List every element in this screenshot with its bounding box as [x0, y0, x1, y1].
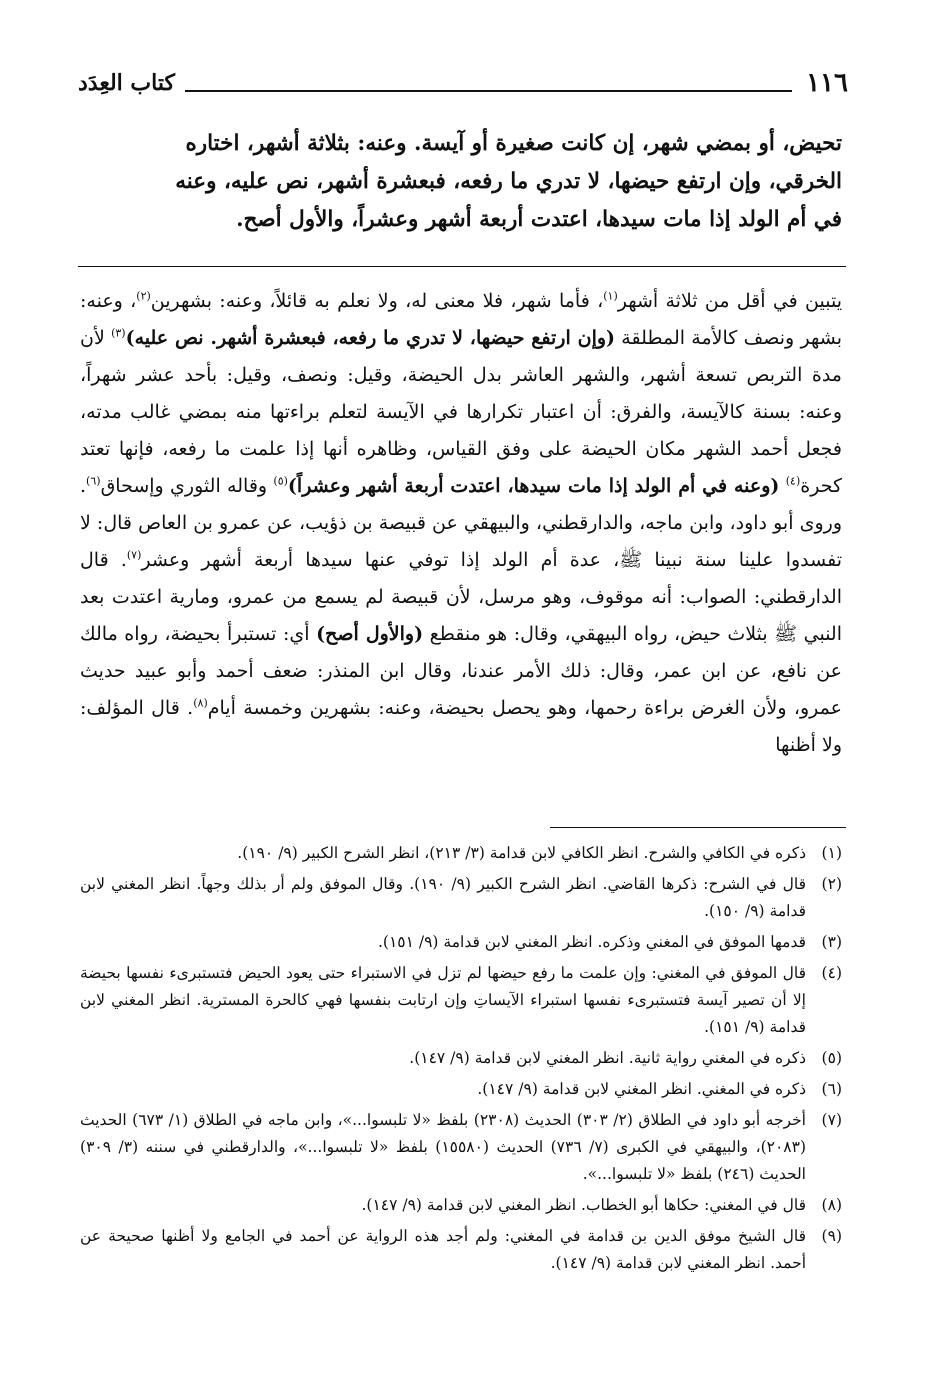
main-text-line: تحيض، أو بمضي شهر، إن كانت صغيرة أو آيسة. وعنه: بثلاثة أشهر، اختاره	[185, 131, 842, 156]
footnote-item	[80, 840, 842, 867]
footnote-marker[interactable]: (٤)	[785, 474, 801, 488]
commentary-segment: . قال الدارقطني: الصواب: أنه موقوف، وهو مرسل، لأن قبيصة لم يسمع من عمرو، ومارية اعتدت بعد النبي ﷺ بثلاث حيض، رواه البيهقي، وقال: هو منقطع	[80, 549, 843, 645]
footnote-item	[80, 1107, 842, 1188]
quoted-main-text: (وعنه في أم الولد إذا مات سيدها، اعتدت أربعة أشهر وعشراً)	[287, 475, 780, 497]
header-rule	[185, 90, 792, 92]
footnote-marker[interactable]: (٣)	[111, 326, 126, 340]
footnote-marker[interactable]: (٢)	[136, 289, 151, 303]
main-text-line: في أم الولد إذا مات سيدها، اعتدت أربعة أشهر وعشراً، والأول أصح.	[236, 207, 842, 232]
footnote-text: ذكره في الكافي والشرح. انظر الكافي لابن قدامة (٣/ ٢١٣)، انظر الشرح الكبير (٩/ ١٩٠).	[237, 844, 806, 862]
footnote-number: (٢)	[821, 875, 842, 893]
footnote-item	[80, 1076, 842, 1103]
chapter-title: كتاب العِدَد	[78, 70, 175, 96]
footnote-text: قال الشيخ موفق الدين بن قدامة في المغني: ولم أجد هذه الرواية عن أحمد في الجامع ولا أظنها صحيحة عن أحمد. انظر المغني لابن قدامة (٩/ ١٤٧).	[80, 1227, 806, 1272]
quoted-main-text: (وإن ارتفع حيضها، لا تدري ما رفعه، فبعشرة أشهر. نص عليه)	[125, 327, 616, 349]
footnote-marker[interactable]: (٥)	[273, 474, 288, 488]
footnote-item	[80, 1223, 842, 1277]
footnote-number: (٩)	[821, 1227, 842, 1245]
footnote-text: قال الموفق في المغني: وإن علمت ما رفع حيضها لم تزل في الاستبراء حتى يعود الحيض فتستبرىء نفسها بحيضة إلا أن تصير آيسة فتستبرىء نفسها استبراء الآيساتِ وإن ارتابت بنفسها فهي كالحرة المسترية. انظر المغني لابن قدامة (٩/ ١٥١).	[80, 964, 806, 1036]
footnote-marker[interactable]: (٧)	[126, 548, 142, 562]
footnote-number: (٤)	[821, 964, 842, 982]
footnote-text: قال في الشرح: ذكرها القاضي. انظر الشرح الكبير (٩/ ١٩٠). وقال الموفق ولم أر بذلك وجهاً. انظر المغني لابن قدامة (٩/ ١٥٠).	[80, 875, 806, 920]
commentary-segment: لأن مدة التربص تسعة أشهر، والشهر العاشر بدل الحيضة، وقيل: ونصف، وقيل: بأحد عشر شهراً، وعنه: بسنة كالآيسة، والفرق: أن اعتبار تكرارها في الآيسة لتعلم براءتها منه بمضي غالب مدته، فجعل أحمد الشهر مكان الحيضة على وفق القياس، وظاهره أنها إذا علمت ما رفعه، فإنها تعتد كحرة	[80, 327, 842, 497]
footnote-item	[80, 929, 842, 956]
commentary-segment: أي: تستبرأ بحيضة، رواه مالك عن نافع، عن ابن عمر، وقال: ذلك الأمر عندنا، وقال ابن المنذر: ضعف أحمد وأبو عبيد حديث عمرو، ولأن الغرض براءة رحمها، وهو يحصل بحيضة، وعنه: بشهرين وخمسة أيام	[80, 623, 842, 719]
main-text	[80, 125, 842, 239]
commentary-segment: ، فأما شهر، فلا معنى له، ولا نعلم به قائلاً، وعنه: بشهرين	[150, 290, 604, 312]
footnote-item	[80, 960, 842, 1041]
footnote-item	[80, 1192, 842, 1219]
footnote-item	[80, 1045, 842, 1072]
page-header	[78, 64, 848, 98]
footnote-number: (٧)	[821, 1111, 842, 1129]
commentary-segment: يتبين في أقل من ثلاثة أشهر	[617, 290, 842, 312]
quoted-main-text: (والأول أصح)	[316, 623, 424, 645]
footnote-rule	[550, 827, 846, 828]
main-text-line: الخرقي، وإن ارتفع حيضها، لا تدري ما رفعه، فبعشرة أشهر، نص عليه، وعنه	[175, 169, 842, 194]
commentary-text	[80, 283, 842, 764]
commentary-segment: وقاله الثوري وإسحاق	[100, 475, 274, 497]
footnote-text: ذكره في المغني. انظر المغني لابن قدامة (٩/ ١٤٧).	[477, 1080, 806, 1098]
footnotes-list	[80, 840, 842, 1281]
footnote-text: ذكره في المغني رواية ثانية. انظر المغني لابن قدامة (٩/ ١٤٧).	[409, 1049, 806, 1067]
footnote-marker[interactable]: (١)	[603, 289, 618, 303]
footnote-number: (٣)	[821, 933, 842, 951]
commentary-segment: . قال المؤلف: ولا أظنها	[80, 697, 842, 756]
footnote-number: (٥)	[821, 1049, 842, 1067]
footnote-text: أخرجه أبو داود في الطلاق (٢/ ٣٠٣) الحديث (٢٣٠٨) بلفظ «لا تلبسوا...»، وابن ماجه في الطلاق (١/ ٦٧٣) الحديث (٢٠٨٣)، والبيهقي في الكبرى (٧/ ٧٣٦) الحديث (١٥٥٨٠) بلفظ «لا تلبسوا...»، والدارقطني في سننه (٣/ ٣٠٩) الحديث (٢٤٦) بلفظ «لا تلبسوا...».	[80, 1111, 807, 1183]
footnote-text: قدمها الموفق في المغني وذكره. انظر المغني لابن قدامة (٩/ ١٥١).	[377, 933, 806, 951]
footnote-marker[interactable]: (٨)	[193, 696, 208, 710]
section-divider	[78, 266, 846, 267]
footnote-marker[interactable]: (٦)	[86, 474, 101, 488]
footnote-number: (٦)	[821, 1080, 842, 1098]
footnote-text: قال في المغني: حكاها أبو الخطاب. انظر المغني لابن قدامة (٩/ ١٤٧).	[361, 1196, 806, 1214]
page-number: ١١٦	[806, 68, 848, 98]
commentary-segment: . وروى أبو داود، وابن ماجه، والدارقطني، والبيهقي عن قبيصة بن ذؤيب، عن عمرو بن العاص قال: لا تفسدوا علينا سنة نبينا ﷺ، عدة أم الولد إذا توفي عنها سيدها أربعة أشهر وعشر	[80, 475, 842, 571]
footnote-number: (٨)	[821, 1196, 842, 1214]
footnote-number: (١)	[821, 844, 842, 862]
commentary-segment: ، وعنه: بشهر ونصف كالأمة المطلقة	[80, 290, 842, 349]
footnote-item	[80, 871, 842, 925]
